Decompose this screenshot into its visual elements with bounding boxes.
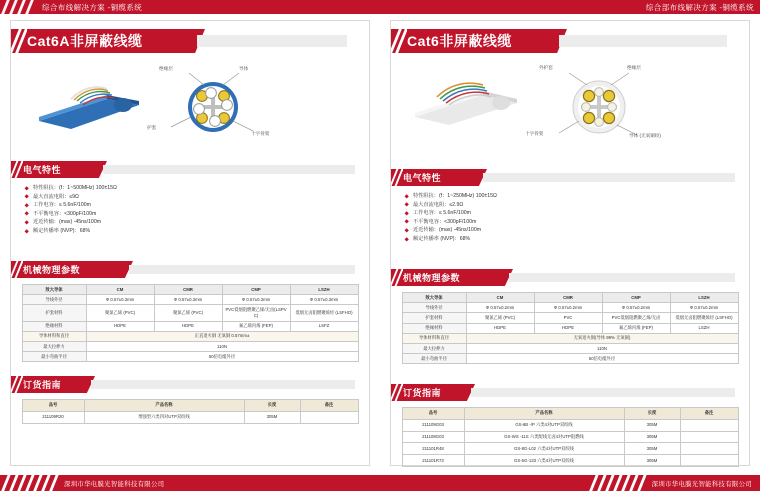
- cell: 护套材料: [22, 305, 86, 321]
- mechanical-table-left: [22, 284, 359, 362]
- cell: [680, 419, 738, 431]
- page-header-right: [380, 0, 760, 14]
- section-header-electrical: [391, 169, 749, 186]
- section-title-mechanical: 机械物理参数: [403, 273, 461, 283]
- cell: 聚氯乙烯 (PVC): [154, 305, 222, 321]
- cell: 低烟无卤阻燃聚烯烃 (LSFHO): [290, 305, 358, 321]
- list-item: 特性阻抗：(f：1~250MHz) 100±15Ω: [413, 192, 749, 201]
- table-row: [22, 331, 358, 341]
- cell: Φ 0.57±0.3mm: [86, 295, 154, 305]
- cell: GS-WS -11S 六类配线无卤4对UTP阻燃线: [464, 431, 624, 443]
- col-head-2: 长度: [624, 408, 680, 420]
- cell: HDPE: [154, 321, 222, 331]
- col-head-4: LSZH: [290, 285, 358, 295]
- cell: 50倍电缆外径: [86, 352, 358, 362]
- cell: 最大拉伸力: [22, 341, 86, 351]
- section-grey-band: [509, 273, 735, 282]
- cell: 305M: [624, 431, 680, 443]
- col-head-2: CMR: [534, 293, 602, 303]
- header-title-left: 综合布线解决方案 -铜缆系统: [42, 2, 143, 12]
- cell: PVC低烟阻燃聚乙烯/无卤(LSPVC): [222, 305, 290, 321]
- table-row: [402, 443, 738, 455]
- title-stripe-icon: [391, 29, 407, 53]
- section-mechanical-left: [11, 261, 369, 362]
- table-header-row: [402, 408, 738, 420]
- diagram-label-1: 导体: [239, 66, 249, 71]
- cell: 211108G03: [402, 431, 464, 443]
- cell: Φ 0.57±0.2mm: [670, 303, 738, 313]
- col-head-4: LSZH: [670, 293, 738, 303]
- cell: 正直退火铜 无氧铜 0.57mm±: [86, 331, 358, 341]
- header-stripes-icon: [0, 0, 40, 14]
- list-item: 工作电容：≤ 5.6nF/100m: [33, 201, 369, 210]
- page-header-left: [0, 0, 380, 14]
- cell: Φ 0.57±0.3mm: [290, 295, 358, 305]
- cell: PVC: [534, 313, 602, 323]
- col-head-3: 备注: [680, 408, 738, 420]
- col-head-1: 产品名称: [464, 408, 624, 420]
- cell: 聚氯乙烯 (PVC): [466, 313, 534, 323]
- cell: [300, 411, 358, 423]
- cell: 导体材料和直径: [402, 333, 466, 343]
- cell: 低烟无卤阻燃聚烯烃 (LSFHO): [670, 313, 738, 323]
- diagram-label-1: 绝缘层: [627, 65, 641, 70]
- col-head-3: 备注: [300, 400, 358, 412]
- section-grey-band: [471, 388, 735, 397]
- table-row: [22, 321, 358, 331]
- table-row: [402, 313, 738, 323]
- table-row: [402, 333, 738, 343]
- order-table-left: [22, 399, 359, 424]
- table-row: [22, 305, 358, 321]
- section-stripe-icon: [391, 169, 403, 186]
- col-head-1: CM: [466, 293, 534, 303]
- product-title-left: [11, 29, 369, 53]
- list-item: 最大直流电阻：≤2.9Ω: [413, 201, 749, 210]
- cell: 聚氯乙烯 (PVC): [86, 305, 154, 321]
- cell: HDPE: [534, 323, 602, 333]
- col-head-1: 产品名称: [84, 400, 244, 412]
- product-title-right: [391, 29, 749, 53]
- cell: 最小弯曲半径: [402, 354, 466, 364]
- table-row: [22, 295, 358, 305]
- cell: 无氧退火铜(导体 99% 无氧铜): [466, 333, 738, 343]
- cell: 305M: [244, 411, 300, 423]
- cell: 305M: [624, 443, 680, 455]
- cell: 110N: [86, 341, 358, 351]
- list-item: 近近传输：(max) -45ns/100m: [413, 226, 749, 235]
- section-title-order: 订货指南: [23, 380, 62, 390]
- header-title-right: 综合部布线解决方案 -铜缆系统: [645, 2, 754, 12]
- cell: 绝缘材料: [402, 323, 466, 333]
- cell: Φ 0.57±0.3mm: [222, 295, 290, 305]
- col-head-3: CMP: [602, 293, 670, 303]
- cell: 305M: [624, 455, 680, 467]
- cell: 导线外径: [22, 295, 86, 305]
- list-item: 不平衡电容：<300pF/100m: [33, 210, 369, 219]
- cell: 绝缘材料: [22, 321, 86, 331]
- diagram-label-3: 导体 (无氧铜绞): [629, 133, 661, 138]
- footer-stripes-icon: [588, 475, 652, 491]
- table-row: [402, 455, 738, 467]
- cell: [680, 455, 738, 467]
- page-footer-left: [0, 475, 380, 491]
- cell: GS-8G-L02 六类4对UTP双绞线: [464, 443, 624, 455]
- page-right: [380, 0, 760, 491]
- cable-diagram-right: [391, 59, 749, 155]
- col-head-0: 品号: [402, 408, 464, 420]
- cell: 211101R73: [402, 455, 464, 467]
- cell: GS-6B -/P 六类4对UTP双绞线: [464, 419, 624, 431]
- section-title-mechanical: 机械物理参数: [23, 265, 81, 275]
- table-row: [402, 323, 738, 333]
- table-row: [22, 411, 358, 423]
- list-item: 额定传播率 (NVP)：68%: [413, 235, 749, 244]
- col-head-3: CMP: [222, 285, 290, 295]
- cell: 导体材料和直径: [22, 331, 86, 341]
- cable-illustration-svg: [391, 59, 751, 155]
- cell: [680, 443, 738, 455]
- col-head-0: 效大导体: [402, 293, 466, 303]
- list-item: 最大直流电阻：≤9Ω: [33, 193, 369, 202]
- cell: [680, 431, 738, 443]
- cell: Φ 0.57±0.2mm: [466, 303, 534, 313]
- cell: GS-6G-133 六类4对UTP双绞线: [464, 455, 624, 467]
- diagram-label-3: 十字骨架: [251, 131, 270, 136]
- section-header-order: [391, 384, 749, 401]
- footer-text-right: 深圳市华电膜光智能科技有限公司: [651, 480, 752, 488]
- list-item: 额定传播率 (NVP)：68%: [33, 227, 369, 236]
- list-item: 工作电容：≤ 5.6nF/100m: [413, 209, 749, 218]
- section-header-order: [11, 376, 369, 393]
- footer-text-left: 深圳市华电膜光智能科技有限公司: [64, 480, 165, 488]
- table-row: [22, 352, 358, 362]
- section-header-mechanical: [11, 261, 369, 278]
- list-item: 特性阻抗：(f：1~500MHz) 100±15Ω: [33, 184, 369, 193]
- section-mechanical-right: [391, 269, 749, 364]
- cell: 护套材料: [402, 313, 466, 323]
- cell: 增强型六类四对UTP双绞线: [84, 411, 244, 423]
- product-title-text: Cat6非屏蔽线缆: [407, 33, 512, 49]
- section-grey-band: [103, 165, 355, 174]
- title-stripe-icon: [11, 29, 27, 53]
- content-frame-right: [390, 20, 750, 466]
- cell: PVC低烟阻燃聚乙烯/无卤: [602, 313, 670, 323]
- cell: 最小弯曲半径: [22, 352, 86, 362]
- section-electrical-left: [11, 161, 369, 236]
- section-stripe-icon: [11, 376, 23, 393]
- section-stripe-icon: [391, 269, 403, 286]
- order-table-right: [402, 407, 739, 467]
- section-header-electrical: [11, 161, 369, 178]
- cell: HDPE: [466, 323, 534, 333]
- cell: Φ 0.57±0.2mm: [602, 303, 670, 313]
- section-stripe-icon: [11, 261, 23, 278]
- page-footer-right: [380, 475, 760, 491]
- table-row: [402, 303, 738, 313]
- cell: LSFZ: [290, 321, 358, 331]
- table-row: [22, 341, 358, 351]
- section-grey-band: [129, 265, 355, 274]
- section-header-mechanical: [391, 269, 749, 286]
- col-head-2: CMR: [154, 285, 222, 295]
- section-electrical-right: [391, 169, 749, 244]
- table-header-row: [402, 293, 738, 303]
- cell: Φ 0.57±0.2mm: [534, 303, 602, 313]
- diagram-label-2: 护套: [147, 125, 157, 130]
- section-grey-band: [91, 380, 355, 389]
- cell: 110N: [466, 343, 738, 353]
- table-row: [402, 343, 738, 353]
- cell: 305M: [624, 419, 680, 431]
- section-order-left: [11, 376, 369, 424]
- section-stripe-icon: [11, 161, 23, 178]
- cell: 211109R20: [22, 411, 84, 423]
- cell: 最大拉伸力: [402, 343, 466, 353]
- table-header-row: [22, 400, 358, 412]
- mechanical-table-right: [402, 292, 739, 364]
- section-title-order: 订货指南: [403, 388, 442, 398]
- product-title-text: Cat6A非屏蔽线缆: [27, 33, 143, 49]
- cell: 氟乙烯丙烯 (FEP): [602, 323, 670, 333]
- section-title-electrical: 电气特性: [23, 165, 62, 175]
- cell: 氟乙烯丙烯 (FEP): [222, 321, 290, 331]
- table-row: [402, 431, 738, 443]
- section-order-right: [391, 384, 749, 467]
- cell: LSZH: [670, 323, 738, 333]
- electrical-spec-list: [391, 186, 749, 244]
- electrical-spec-list: [11, 178, 369, 236]
- cell: 211101R48: [402, 443, 464, 455]
- cable-illustration-svg: [11, 59, 371, 155]
- cell: 50倍电缆外径: [466, 354, 738, 364]
- section-grey-band: [483, 173, 735, 182]
- diagram-label-0: 绝缘层: [159, 66, 173, 71]
- list-item: 近近传输：(max) -45ns/100m: [33, 218, 369, 227]
- section-stripe-icon: [391, 384, 403, 401]
- table-row: [402, 354, 738, 364]
- cell: 211109G03: [402, 419, 464, 431]
- table-header-row: [22, 285, 358, 295]
- title-grey-band: [197, 35, 347, 47]
- section-title-electrical: 电气特性: [403, 173, 442, 183]
- diagram-label-2: 十字骨架: [525, 131, 544, 136]
- cell: HDPE: [86, 321, 154, 331]
- diagram-label-0: 外护套: [539, 65, 553, 70]
- col-head-1: CM: [86, 285, 154, 295]
- title-grey-band: [559, 35, 727, 47]
- cable-diagram-left: [11, 59, 369, 155]
- col-head-2: 长度: [244, 400, 300, 412]
- cell: 导线外径: [402, 303, 466, 313]
- cell: Φ 0.57±0.3mm: [154, 295, 222, 305]
- table-row: [402, 419, 738, 431]
- col-head-0: 效大导体: [22, 285, 86, 295]
- content-frame-left: [10, 20, 370, 466]
- list-item: 不平衡电容：<300pF/100m: [413, 218, 749, 227]
- col-head-0: 品号: [22, 400, 84, 412]
- footer-stripes-icon: [0, 475, 64, 491]
